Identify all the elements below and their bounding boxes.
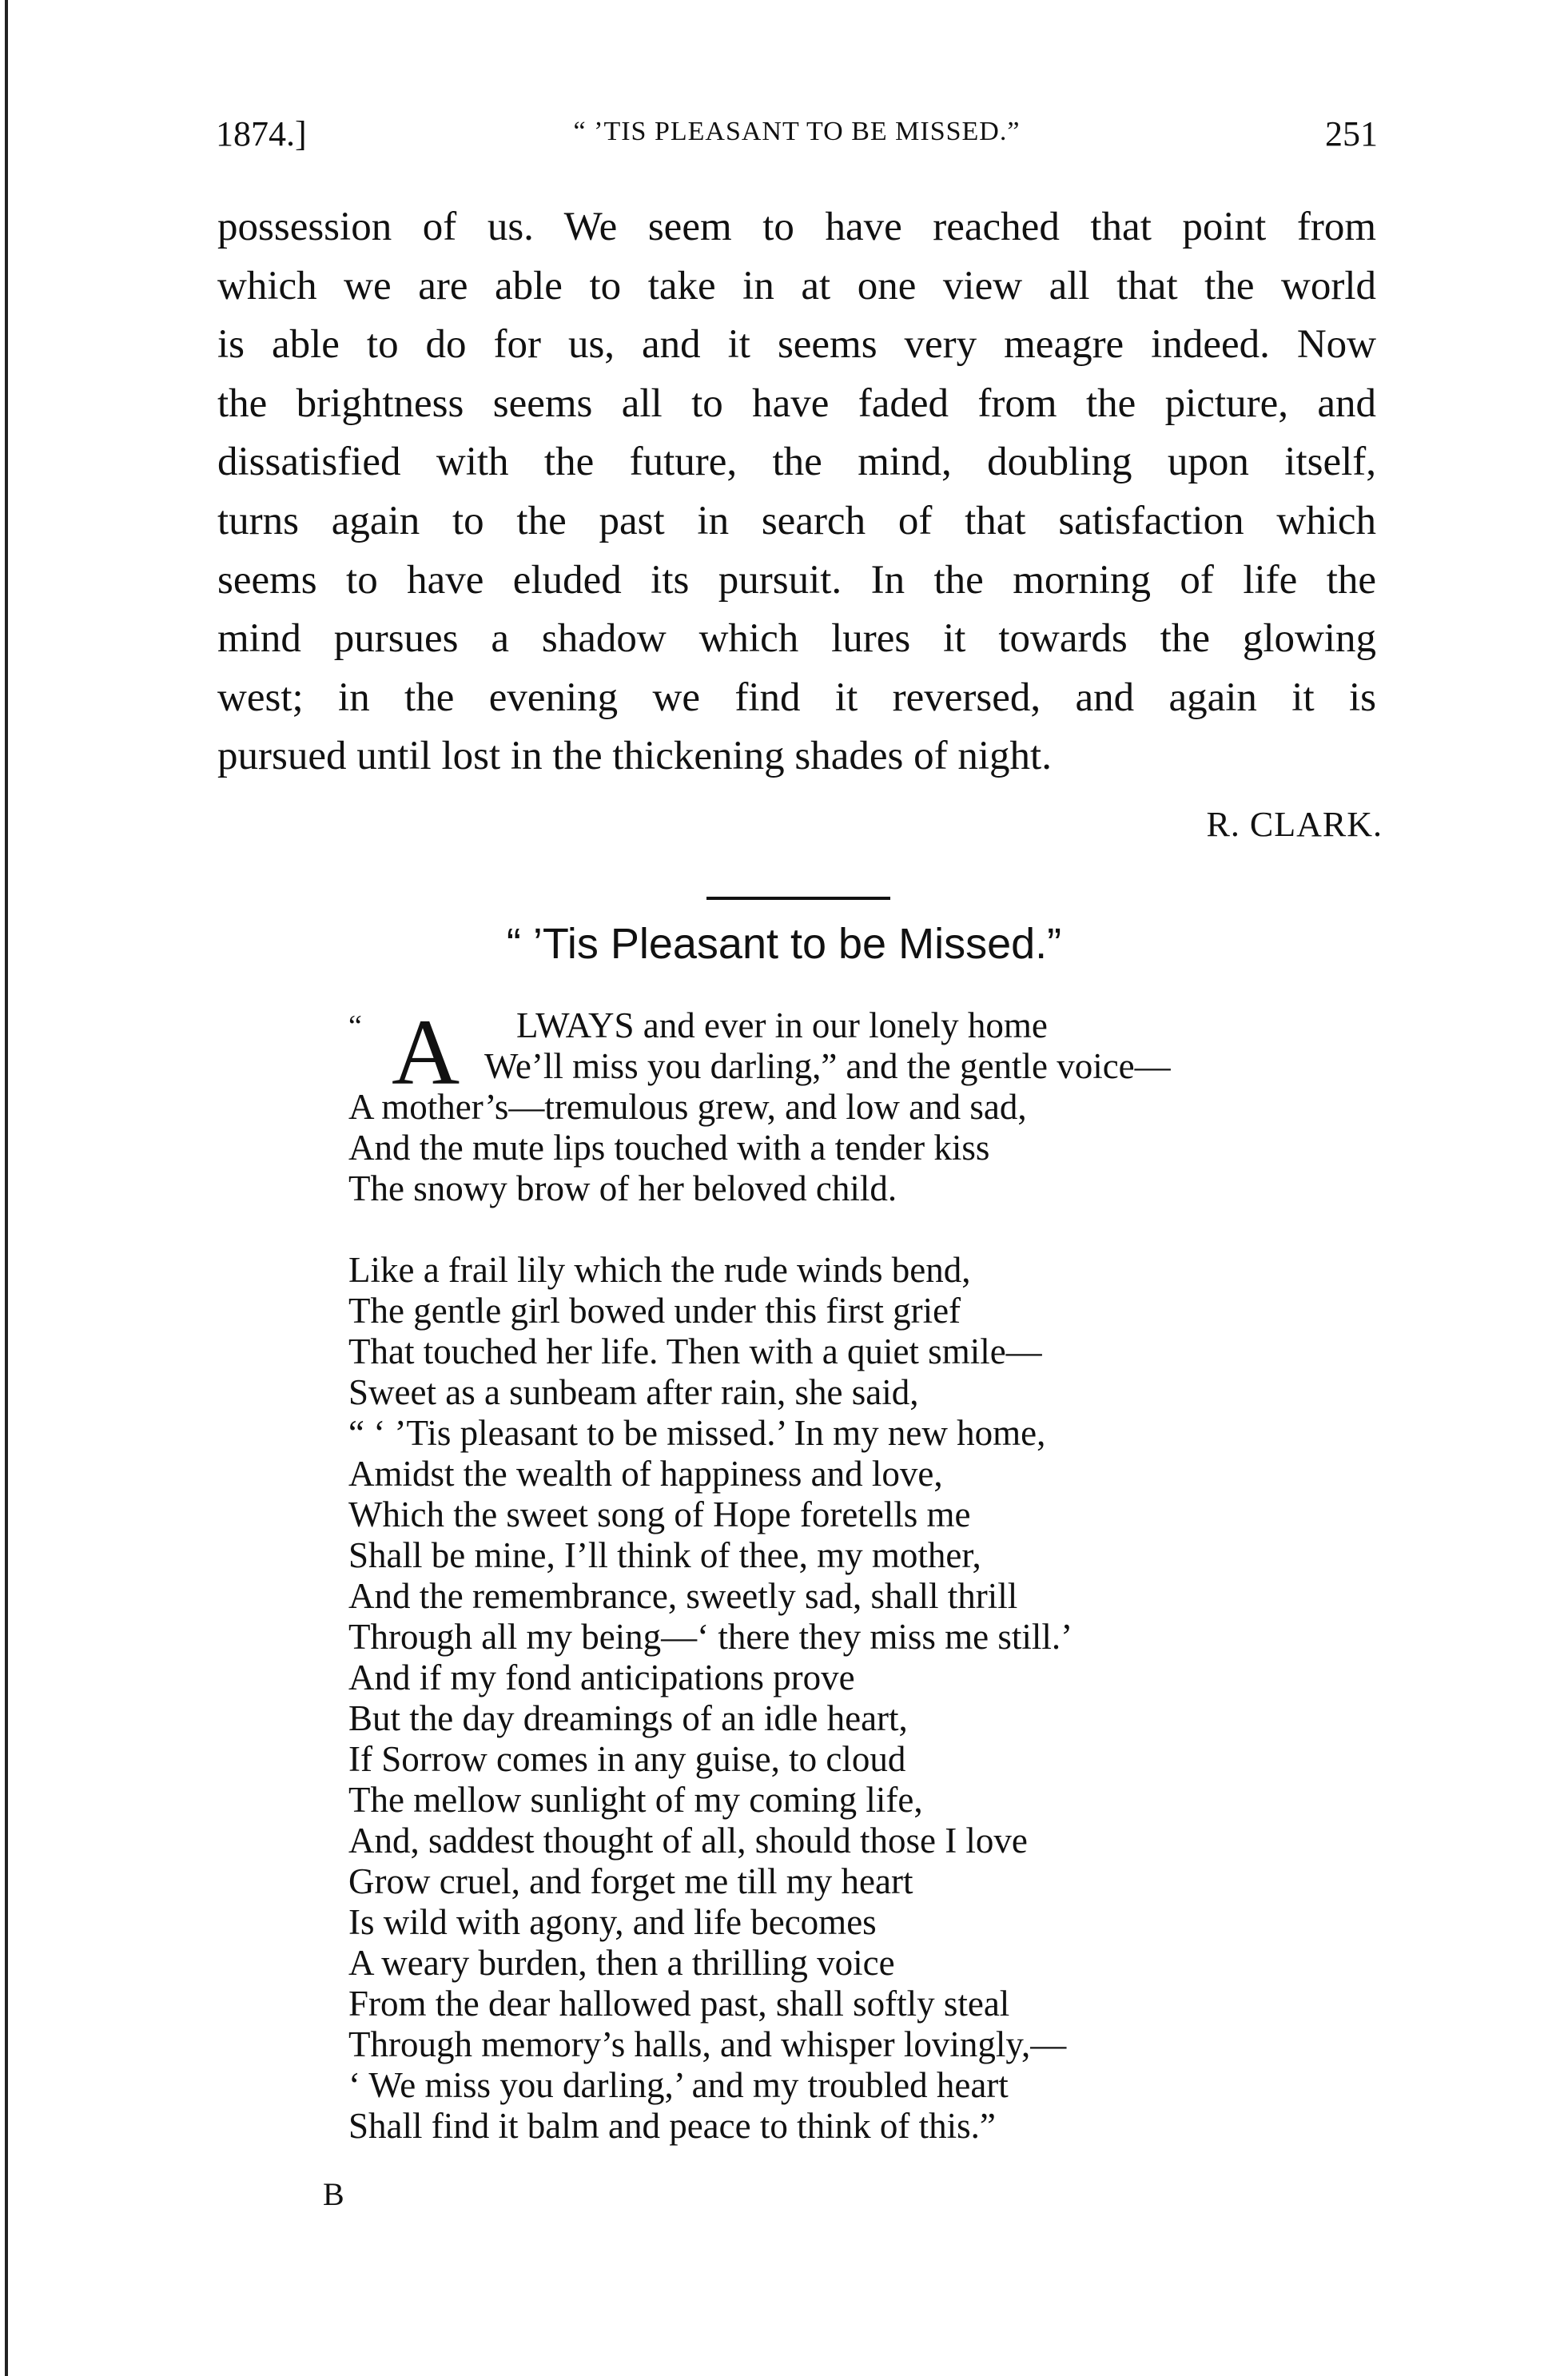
poem-line: Through memory’s halls, and whisper lovingly,— — [348, 2024, 1067, 2064]
poem-line: And, saddest thought of all, should those I love — [348, 1821, 1028, 1861]
poem-line: But the day dreamings of an idle heart, — [348, 1698, 908, 1738]
author-signature: R. CLARK. — [1206, 805, 1383, 844]
poem-line: Which the sweet song of Hope foretells me — [348, 1494, 971, 1534]
poem-line: A mother’s—tremulous grew, and low and sad, — [348, 1087, 1027, 1127]
poem-line: The gentle girl bowed under this first grief — [348, 1291, 961, 1331]
printer-signature-mark: B — [323, 2176, 344, 2212]
stanza-break — [348, 1209, 1171, 1250]
poem-line: Shall be mine, I’ll think of thee, my mother, — [348, 1535, 981, 1575]
prose-line: seems to have eluded its pursuit. In the morning of life the — [217, 557, 1376, 603]
section-divider — [706, 897, 890, 900]
page-binding-edge — [5, 0, 8, 2376]
poem-line: A weary burden, then a thrilling voice — [348, 1943, 895, 1983]
poem-line: That touched her life. Then with a quiet smile— — [348, 1331, 1042, 1371]
prose-line: pursued until lost in the thickening shades of night. — [217, 734, 1052, 779]
poem-line: Amidst the wealth of happiness and love, — [348, 1454, 943, 1494]
poem-line: If Sorrow comes in any guise, to cloud — [348, 1739, 906, 1779]
poem-line: ‘ We miss you darling,’ and my troubled heart — [348, 2065, 1009, 2105]
poem-line: And the mute lips touched with a tender kiss — [348, 1128, 990, 1168]
prose-line: the brightness seems all to have faded from the picture, and — [217, 380, 1376, 426]
poem-line: We’ll miss you darling,” and the gentle voice— — [484, 1046, 1171, 1086]
poem-line: Through all my being—‘ there they miss me still.’ — [348, 1617, 1073, 1657]
poem-line: Is wild with agony, and life becomes — [348, 1902, 877, 1942]
drop-cap-letter: A — [392, 1000, 460, 1104]
prose-line: which we are able to take in at one view all that the world — [217, 263, 1376, 308]
poem-line: And the remembrance, sweetly sad, shall thrill — [348, 1576, 1018, 1616]
poem-line: Like a frail lily which the rude winds bend, — [348, 1250, 971, 1290]
prose-line: dissatisfied with the future, the mind, doubling upon itself, — [217, 440, 1376, 485]
prose-line: is able to do for us, and it seems very meagre indeed. Now — [217, 322, 1376, 368]
poem-line: The snowy brow of her beloved child. — [348, 1168, 897, 1208]
prose-line: west; in the evening we find it reversed, and again it is — [217, 675, 1376, 720]
poem-body — [348, 1000, 1171, 2147]
poem-line: LWAYS and ever in our lonely home — [516, 1005, 1048, 1045]
poem-line: The mellow sunlight of my coming life, — [348, 1780, 923, 1820]
poem-line: Grow cruel, and forget me till my heart — [348, 1861, 913, 1901]
essay-text — [217, 198, 1376, 786]
poem-line: From the dear hallowed past, shall softly steal — [348, 1984, 1010, 2024]
header-running-title: “ ’TIS PLEASANT TO BE MISSED.” — [573, 117, 1021, 146]
running-header — [216, 113, 1378, 161]
poem-title: “ ’Tis Pleasant to be Missed.” — [506, 920, 1062, 968]
poem-line: Shall find it balm and peace to think of this.” — [348, 2106, 996, 2146]
prose-line: possession of us. We seem to have reached that point from — [217, 205, 1376, 249]
poem-line: Sweet as a sunbeam after rain, she said, — [348, 1372, 919, 1412]
poem-opening-quote: “ — [348, 1009, 362, 1043]
prose-line: turns again to the past in search of that satisfaction which — [217, 498, 1376, 543]
header-year: 1874.] — [216, 114, 307, 153]
page-number: 251 — [1325, 114, 1378, 153]
poem-line: And if my fond anticipations prove — [348, 1658, 855, 1697]
prose-line: mind pursues a shadow which lures it towards the glowing — [217, 616, 1376, 662]
poem-line: “ ‘ ’Tis pleasant to be missed.’ In my new home, — [348, 1413, 1046, 1453]
